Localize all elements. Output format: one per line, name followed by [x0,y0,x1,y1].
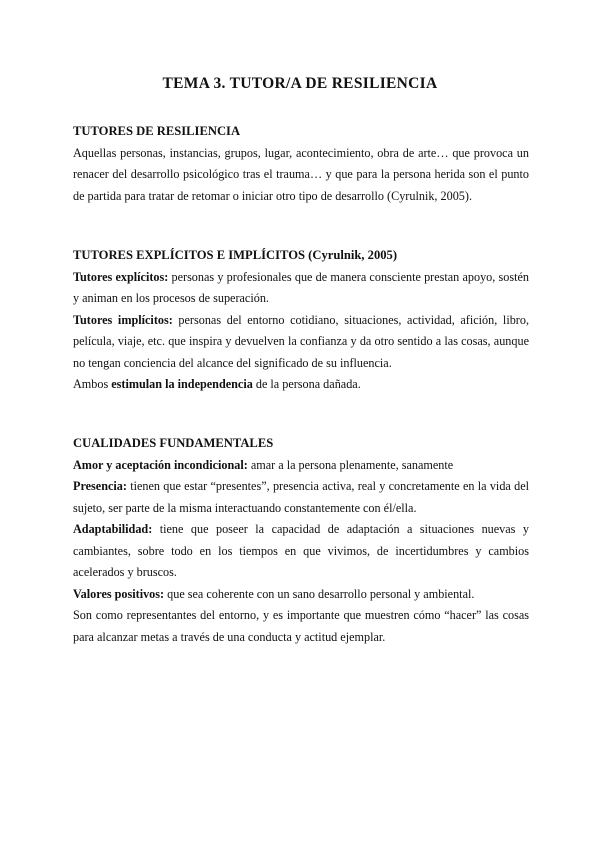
quality-item [73,476,529,519]
page-title: TEMA 3. TUTOR/A DE RESILIENCIA [162,75,438,92]
paragraph-implicit [73,310,529,375]
term-text: tiene que poseer la capacidad de adaptación a situaciones nuevas y cambiantes, sobre todo en los tiempos en que vivimos, de incertidumbres y cambios acelerados y bruscos. [73,522,529,579]
term-label: Valores positivos: [73,586,165,601]
term-text: que sea coherente con un sano desarrollo personal y ambiental. [164,586,475,601]
paragraph-both [73,374,529,396]
paragraph: Aquellas personas, instancias, grupos, lugar, acontecimiento, obra de arte… que provoca un renacer del desarrollo psicológico tras el trauma… y que para la persona herida son el punto de partida para tratar de retomar o iniciar otro tipo de desarrollo (Cyrulnik, 2005). [73,145,529,203]
section-tutores-resiliencia [73,121,529,207]
section-tutores-explicitos-implicitos [73,245,529,396]
text-fragment: de la persona dañada. [252,377,361,391]
term-text: personas y profesionales que de manera consciente prestan apoyo, sostén y animan en los procesos de superación. [73,269,529,305]
quality-item [73,455,529,477]
quality-item [73,519,529,584]
term-label: Amor y aceptación incondicional: [73,457,248,472]
closing-paragraph: Son como representantes del entorno, y es importante que muestren cómo “hacer” las cosas para alcanzar metas a través de una conducta y actitud ejemplar. [73,608,529,644]
term-label: Presencia: [73,479,127,493]
term-label: Adaptabilidad: [73,522,153,536]
term-text: personas del entorno cotidiano, situaciones, actividad, afición, libro, película, viaje, etc. que inspira y devuelven la confianza y da otro sentido a las cosas, aunque no tengan conciencia del alcance del significado de su influencia. [73,312,530,370]
section-cualidades-fundamentales [73,433,529,648]
section-heading: TUTORES DE RESILIENCIA [73,124,241,138]
emphasis: estimulan la independencia [111,377,253,391]
quality-item [73,584,529,606]
section-heading: CUALIDADES FUNDAMENTALES [73,436,274,450]
term-text: amar a la persona plenamente, sanamente [247,457,454,472]
paragraph-explicit [73,267,529,310]
text-fragment: Ambos [73,377,112,391]
term-text: tienen que estar “presentes”, presencia activa, real y concretamente en la vida del sujeto, ser parte de la misma interactuando constantemente con él/ella. [73,479,529,515]
term-label: Tutores implícitos: [73,312,173,327]
section-heading: TUTORES EXPLÍCITOS E IMPLÍCITOS (Cyrulnik, 2005) [73,248,398,262]
term-label: Tutores explícitos: [73,269,169,284]
